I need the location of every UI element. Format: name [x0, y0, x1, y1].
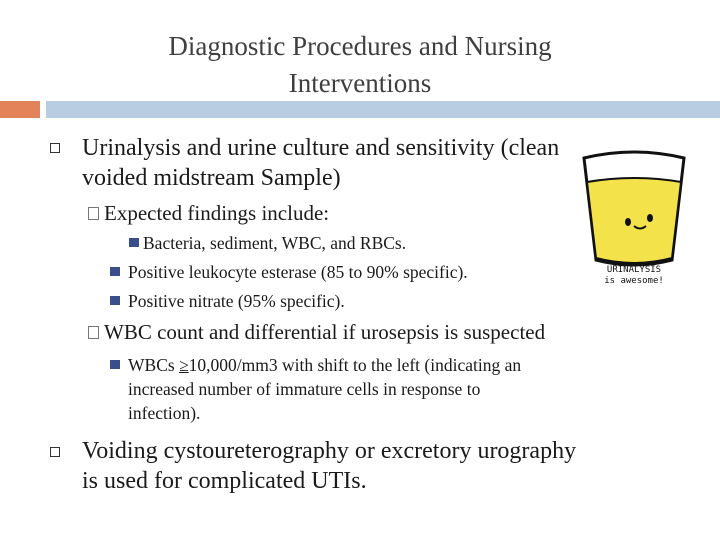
image-caption-line2: is awesome!	[604, 276, 664, 286]
expected-findings-label: Expected findings include:	[104, 201, 330, 225]
wbc-item-prefix: WBCs	[128, 355, 180, 375]
wbc-item-line3: infection).	[128, 403, 201, 423]
wbc-item-line2: increased number of immature cells in response to	[128, 379, 481, 399]
square-sub-bullet-icon	[110, 296, 120, 305]
finding-item-2: Positive leukocyte esterase (85 to 90% specific).	[128, 262, 468, 282]
urinalysis-cartoon-image	[578, 148, 690, 290]
slide-title-line2: Interventions	[288, 68, 432, 98]
accent-band-blue	[46, 101, 720, 118]
wbc-item-geq: ≥	[179, 355, 189, 375]
square-bullet-icon	[50, 447, 60, 457]
slide-title-line1: Diagnostic Procedures and Nursing	[168, 31, 552, 61]
square-sub-bullet-icon	[129, 238, 139, 247]
finding-item-3: Positive nitrate (95% specific).	[128, 291, 345, 311]
square-bullet-icon	[50, 143, 60, 153]
bullet1-line2: voided midstream Sample)	[82, 165, 341, 191]
square-sub-bullet-icon	[110, 360, 120, 369]
accent-band-orange	[0, 101, 40, 118]
bullet1-line1: Urinalysis and urine culture and sensitivity (clean	[82, 135, 560, 161]
bullet2-line2: is used for complicated UTIs.	[82, 468, 367, 494]
wbc-count-label: WBC count and differential if urosepsis is suspected	[104, 320, 546, 344]
box-bullet-icon	[88, 207, 99, 220]
bullet2-line1: Voiding cystoureterography or excretory urography	[82, 438, 577, 464]
wbc-item-line1	[128, 354, 521, 377]
wbc-item-rest: 10,000/mm3 with shift to the left (indicating an	[188, 355, 522, 375]
square-sub-bullet-icon	[110, 267, 120, 276]
box-bullet-icon	[88, 326, 99, 339]
finding-item-1: Bacteria, sediment, WBC, and RBCs.	[143, 233, 407, 253]
image-caption-line1: URINALYSIS	[606, 265, 662, 275]
